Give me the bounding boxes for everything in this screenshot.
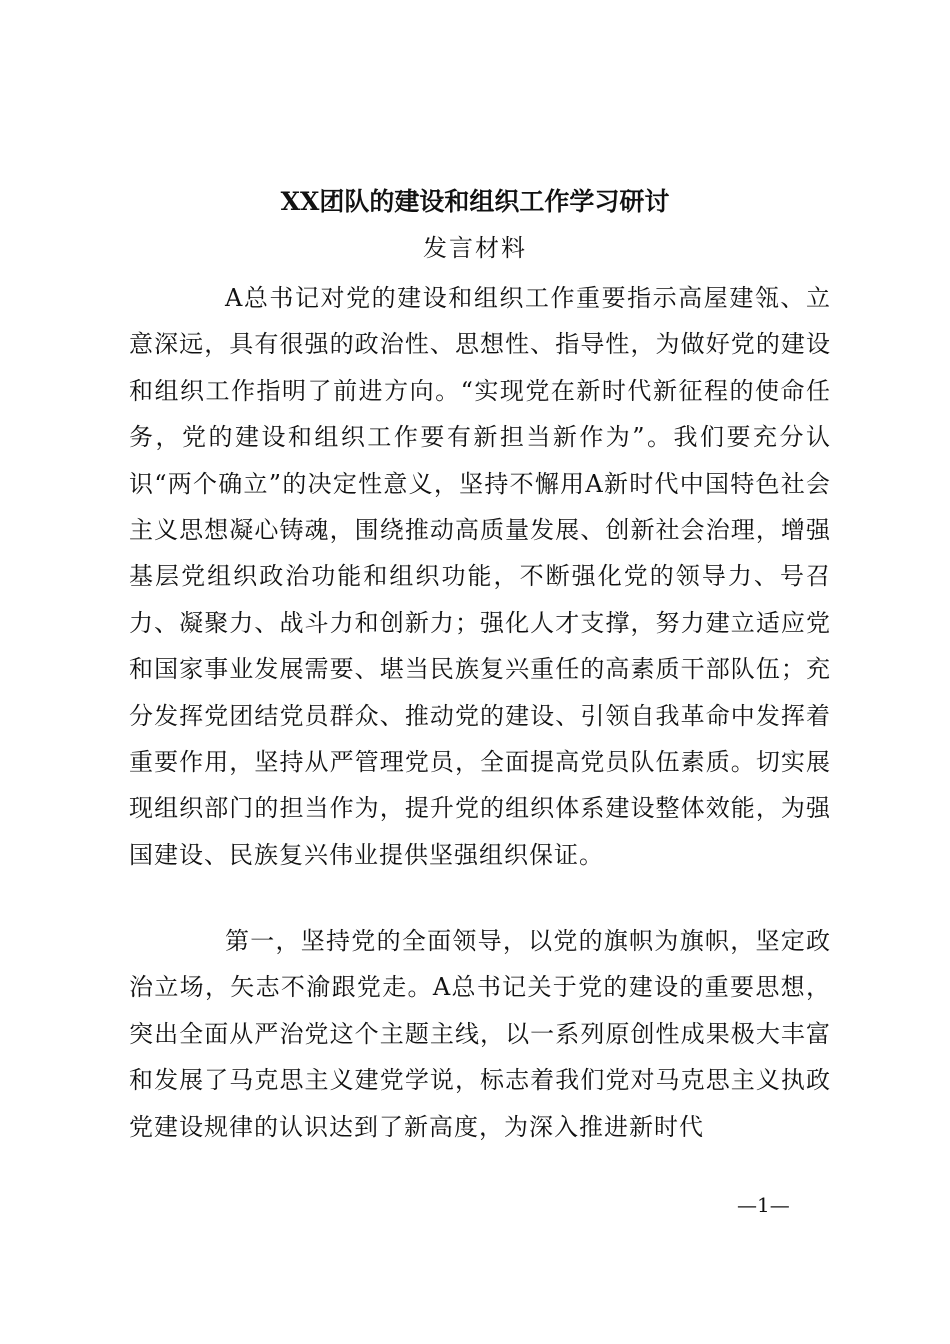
body-paragraph: 第一，坚持党的全面领导，以党的旗帜为旗帜，坚定政治立场，矢志不渝跟党走。A总书记关于党的建设的重要思想，突出全面从严治党这个主题主线，以一系列原创性成果极大丰富和发展了马克思主义建党学说，标志着我们党对马克思主义执政党建设规律的认识达到了新高度，为深入推进新时代 [129,927,831,1141]
document-subtitle: 发言材料 [423,234,527,262]
page-number: —1— [737,1193,790,1217]
body-paragraph: A总书记对党的建设和组织工作重要指示高屋建瓴、立意深远，具有很强的政治性、思想性、指导性，为做好党的建设和组织工作指明了前进方向。“实现党在新时代新征程的使命任务，党的建设和组织工作要有新担当新作为”。我们要充分认识“两个确立”的决定性意义，坚持不懈用A新时代中国特色社会主义思想凝心铸魂，围绕推动高质量发展、创新社会治理，增强基层党组织政治功能和组织功能，不断强化党的领导力、号召力、凝聚力、战斗力和创新力；强化人才支撑，努力建立适应党和国家事业发展需要、堪当民族复兴重任的高素质干部队伍；充分发挥党团结党员群众、推动党的建设、引领自我革命中发挥着重要作用，坚持从严管理党员，全面提高党员队伍素质。切实展现组织部门的担当作为，提升党的组织体系建设整体效能，为强国建设、民族复兴伟业提供坚强组织保证。 [129,284,831,869]
document-title: XX团队的建设和组织工作学习研讨 [280,187,670,216]
